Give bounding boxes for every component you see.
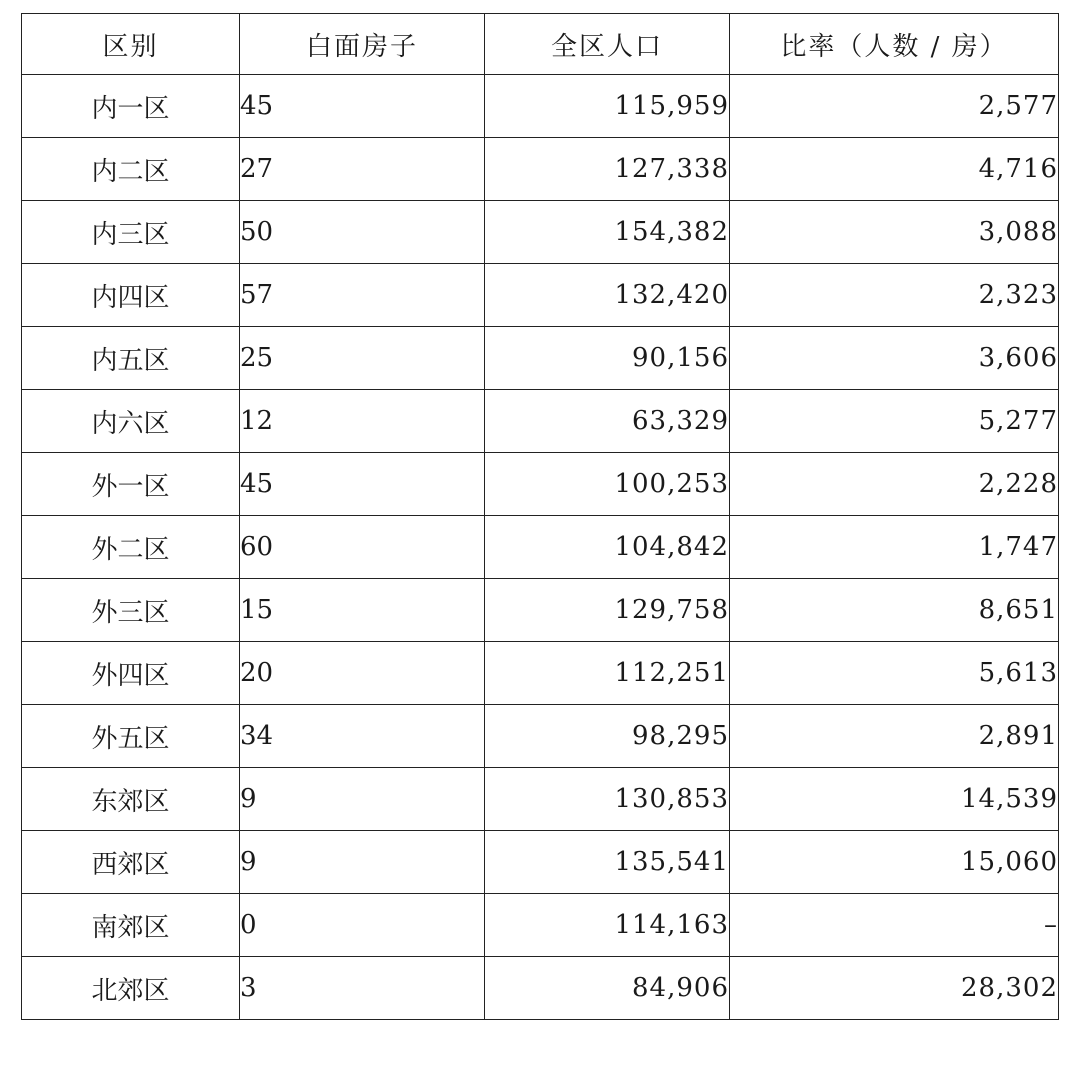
ratio-cell: 2,228 xyxy=(730,453,1059,516)
district-cell: 西郊区 xyxy=(22,831,240,894)
houses-cell: 50 xyxy=(240,201,485,264)
district-cell: 内六区 xyxy=(22,390,240,453)
houses-cell: 20 xyxy=(240,642,485,705)
houses-cell: 25 xyxy=(240,327,485,390)
district-cell: 外五区 xyxy=(22,705,240,768)
district-cell: 外三区 xyxy=(22,579,240,642)
table-row xyxy=(22,516,1059,579)
houses-cell: 9 xyxy=(240,768,485,831)
houses-cell: 57 xyxy=(240,264,485,327)
population-cell: 104,842 xyxy=(485,516,730,579)
district-cell: 内二区 xyxy=(22,138,240,201)
population-cell: 112,251 xyxy=(485,642,730,705)
ratio-cell: 28,302 xyxy=(730,957,1059,1020)
population-cell: 84,906 xyxy=(485,957,730,1020)
table-row xyxy=(22,957,1059,1020)
table-row xyxy=(22,453,1059,516)
population-cell: 114,163 xyxy=(485,894,730,957)
ratio-cell: 3,606 xyxy=(730,327,1059,390)
population-cell: 115,959 xyxy=(485,75,730,138)
district-cell: 南郊区 xyxy=(22,894,240,957)
population-cell: 129,758 xyxy=(485,579,730,642)
population-cell: 130,853 xyxy=(485,768,730,831)
ratio-cell: 5,613 xyxy=(730,642,1059,705)
district-cell: 北郊区 xyxy=(22,957,240,1020)
ratio-cell: 8,651 xyxy=(730,579,1059,642)
table-row xyxy=(22,831,1059,894)
houses-cell: 60 xyxy=(240,516,485,579)
population-cell: 63,329 xyxy=(485,390,730,453)
table-row xyxy=(22,264,1059,327)
header-district: 区别 xyxy=(22,14,240,75)
population-cell: 135,541 xyxy=(485,831,730,894)
houses-cell: 34 xyxy=(240,705,485,768)
ratio-cell: 15,060 xyxy=(730,831,1059,894)
population-cell: 90,156 xyxy=(485,327,730,390)
ratio-cell: 2,891 xyxy=(730,705,1059,768)
table-row xyxy=(22,894,1059,957)
district-cell: 东郊区 xyxy=(22,768,240,831)
header-houses: 白面房子 xyxy=(240,14,485,75)
houses-cell: 12 xyxy=(240,390,485,453)
table-row xyxy=(22,642,1059,705)
table-row xyxy=(22,768,1059,831)
table-row xyxy=(22,201,1059,264)
houses-cell: 0 xyxy=(240,894,485,957)
district-cell: 外四区 xyxy=(22,642,240,705)
table-row xyxy=(22,75,1059,138)
ratio-cell: 5,277 xyxy=(730,390,1059,453)
ratio-cell: 2,323 xyxy=(730,264,1059,327)
table-row xyxy=(22,579,1059,642)
houses-cell: 15 xyxy=(240,579,485,642)
population-cell: 127,338 xyxy=(485,138,730,201)
district-cell: 内一区 xyxy=(22,75,240,138)
header-row xyxy=(22,14,1059,75)
ratio-cell: 4,716 xyxy=(730,138,1059,201)
ratio-cell: 1,747 xyxy=(730,516,1059,579)
header-population: 全区人口 xyxy=(485,14,730,75)
houses-cell: 9 xyxy=(240,831,485,894)
district-cell: 内五区 xyxy=(22,327,240,390)
houses-cell: 27 xyxy=(240,138,485,201)
header-ratio: 比率（人数 / 房） xyxy=(730,14,1059,75)
table-body xyxy=(22,75,1059,1020)
data-table xyxy=(21,13,1059,1020)
table-row xyxy=(22,138,1059,201)
table-row xyxy=(22,390,1059,453)
population-cell: 132,420 xyxy=(485,264,730,327)
district-cell: 内三区 xyxy=(22,201,240,264)
population-cell: 154,382 xyxy=(485,201,730,264)
district-cell: 内四区 xyxy=(22,264,240,327)
district-cell: 外二区 xyxy=(22,516,240,579)
district-cell: 外一区 xyxy=(22,453,240,516)
table-row xyxy=(22,327,1059,390)
ratio-cell: 14,539 xyxy=(730,768,1059,831)
ratio-cell: 2,577 xyxy=(730,75,1059,138)
houses-cell: 3 xyxy=(240,957,485,1020)
table-row xyxy=(22,705,1059,768)
population-cell: 98,295 xyxy=(485,705,730,768)
ratio-cell: 3,088 xyxy=(730,201,1059,264)
ratio-cell: – xyxy=(730,894,1059,957)
population-cell: 100,253 xyxy=(485,453,730,516)
houses-cell: 45 xyxy=(240,75,485,138)
houses-cell: 45 xyxy=(240,453,485,516)
